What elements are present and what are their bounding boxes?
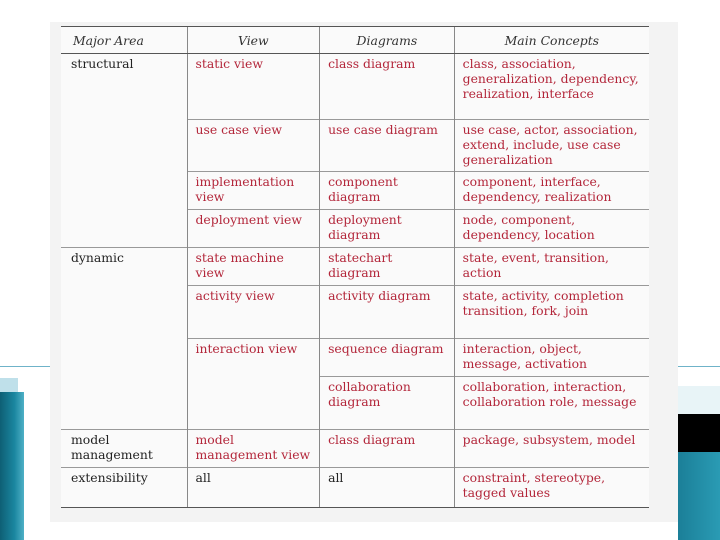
cell-diagram: statechart diagram [320,248,455,286]
cell-diagram: class diagram [320,430,455,468]
cell-view: model management view [187,430,320,468]
cell-concepts: use case, actor, association, extend, include, use case generalization [454,120,649,172]
cell-concepts: package, subsystem, model [454,430,649,468]
header-main-concepts: Main Concepts [454,27,649,54]
table-row [61,377,649,430]
slide-accent-block-right-dark [678,414,720,452]
cell-diagram: component diagram [320,172,455,210]
cell-diagram: class diagram [320,54,455,120]
cell-diagram: activity diagram [320,286,455,339]
cell-area [61,210,187,248]
cell-concepts: component, interface, dependency, realization [454,172,649,210]
cell-diagram: use case diagram [320,120,455,172]
cell-diagram: deployment diagram [320,210,455,248]
table-row [61,468,649,508]
table-row [61,120,649,172]
cell-view: interaction view [187,339,320,377]
cell-concepts: interaction, object, message, activation [454,339,649,377]
slide-accent-block-right-pale [676,386,720,414]
cell-area: extensibility [61,468,187,508]
slide-accent-bar-right [678,452,720,540]
cell-view: implementation view [187,172,320,210]
cell-view: activity view [187,286,320,339]
cell-concepts: node, component, dependency, location [454,210,649,248]
header-view: View [187,27,320,54]
cell-concepts: state, event, transition, action [454,248,649,286]
cell-area [61,172,187,210]
uml-views-table [61,26,649,508]
cell-diagram: sequence diagram [320,339,455,377]
header-major-area: Major Area [61,27,187,54]
cell-area [61,286,187,339]
cell-view: static view [187,54,320,120]
table-row [61,430,649,468]
cell-diagram: collaboration diagram [320,377,455,430]
cell-view: all [187,468,320,508]
table-row [61,172,649,210]
cell-area [61,339,187,377]
uml-views-table-image [50,22,678,522]
cell-area: model management [61,430,187,468]
cell-view: use case view [187,120,320,172]
slide-accent-line-left [0,366,54,367]
cell-area [61,377,187,430]
header-diagrams: Diagrams [320,27,455,54]
cell-diagram: all [320,468,455,508]
table-row [61,286,649,339]
cell-concepts: constraint, stereotype, tagged values [454,468,649,508]
cell-view: state machine view [187,248,320,286]
table-row [61,339,649,377]
slide-accent-line-right [676,366,720,367]
cell-concepts: collaboration, interaction, collaboration role, message [454,377,649,430]
slide-accent-bar-left [0,392,24,540]
table-header-row [61,27,649,54]
cell-view [187,377,320,430]
table-row [61,248,649,286]
cell-area: dynamic [61,248,187,286]
cell-area: structural [61,54,187,120]
cell-concepts: class, association, generalization, dependency, realization, interface [454,54,649,120]
cell-concepts: state, activity, completion transition, fork, join [454,286,649,339]
cell-area [61,120,187,172]
table-row [61,210,649,248]
cell-view: deployment view [187,210,320,248]
table-row [61,54,649,120]
